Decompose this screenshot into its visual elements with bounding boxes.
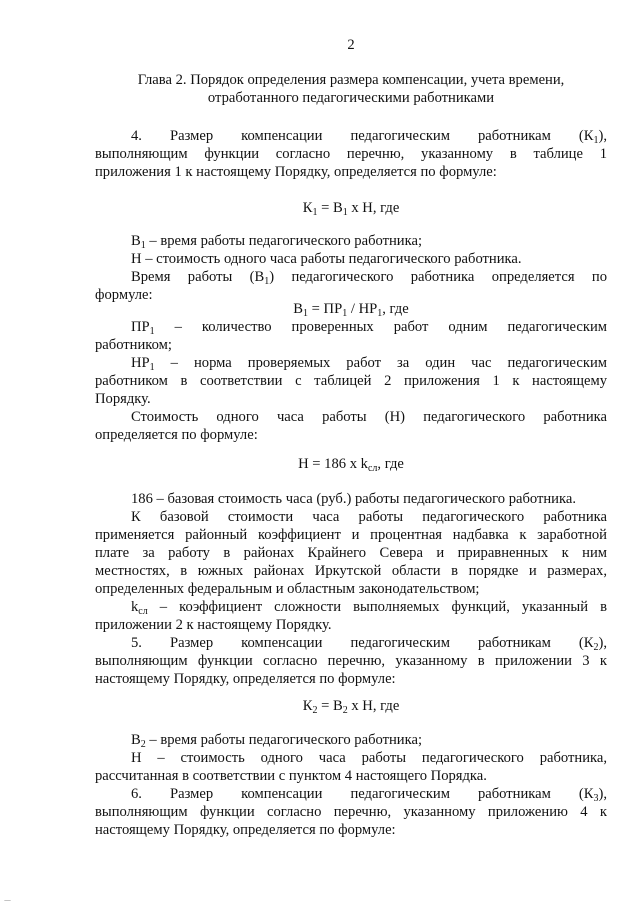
paragraph-line: рассчитанная в соответствии с пунктом 4 настоящего Порядка. <box>95 768 487 784</box>
paragraph-line: местностях, в южных районах Иркутской области в порядке и размерах, <box>95 563 607 579</box>
paragraph-line: настоящему Порядку, определяется по формуле: <box>95 822 396 838</box>
paragraph-line: приложении 2 к настоящему Порядку. <box>95 617 332 633</box>
paragraph-line: выполняющим функции согласно перечню, указанному приложению 4 к <box>95 804 607 820</box>
base-cost-line: 186 – базовая стоимость часа (руб.) работы педагогического работника. <box>131 491 576 507</box>
paragraph-line: выполняющим функции согласно перечню, указанному в приложении 3 к <box>95 653 607 669</box>
paragraph-line: приложения 1 к настоящему Порядку, определяется по формуле: <box>95 164 497 180</box>
paragraph-6: 6. Размер компенсации педагогическим работникам $(К_3)$, <box>131 786 607 804</box>
definition-pr1: $ПР_1$ – количество проверенных работ одним педагогическим <box>131 319 607 337</box>
paragraph-4 <box>95 127 607 181</box>
paragraph-line: определяется по формуле: <box>95 427 258 443</box>
paragraph-line: определенных федеральным и областным законодательством; <box>95 581 480 597</box>
paragraph-5: 5. Размер компенсации педагогическим работникам $(К_2)$, <box>131 635 607 653</box>
paragraph-line: К базовой стоимости часа работы педагогического работника <box>131 509 607 525</box>
base-cost-block <box>95 490 607 688</box>
heading-line-1: Глава 2. Порядок определения размера компенсации, учета времени, <box>137 72 565 88</box>
formula-v1: $В_1 = ПР_1 / НР_1$, где <box>293 301 409 319</box>
paragraph-line: плате за работу в районах Крайнего Севера и приравненных к ним <box>95 545 607 561</box>
definition-v1: $В_1$ – время работы педагогического работника; <box>131 233 423 251</box>
definition-nr1: $НР_1$ – норма проверяемых работ за один час педагогическим <box>131 355 607 373</box>
formula-k1: $К_1 = В_1$ х Н, где <box>302 200 400 218</box>
paragraph-line: Порядку. <box>95 391 151 407</box>
definitions-1 <box>95 232 607 304</box>
definitions-3 <box>95 731 607 839</box>
paragraph-line: формуле: <box>95 287 153 303</box>
paragraph-line: Н – стоимость одного часа работы педагогического работника, <box>131 750 607 766</box>
heading-line-2: отработанного педагогическими работниками <box>207 90 495 106</box>
definitions-2 <box>95 318 607 444</box>
paragraph-line: применяется районный коэффициент и процентная надбавка к заработной <box>95 527 607 543</box>
formula-h: Н = 186 х $k_{сл}$, где <box>298 456 404 474</box>
definition-h: Н – стоимость одного часа работы педагогического работника. <box>131 251 522 267</box>
formula-k2: $К_2 = В_2$ х Н, где <box>302 698 400 716</box>
document-page <box>95 0 607 905</box>
paragraph-line: Стоимость одного часа работы (Н) педагогического работника <box>131 409 607 425</box>
paragraph-line: настоящему Порядку, определяется по формуле: <box>95 671 396 687</box>
chapter-heading <box>95 71 607 107</box>
paragraph-line: работником в соответствии с таблицей 2 приложения 1 к настоящему <box>95 373 607 389</box>
page-number: 2 <box>347 37 355 53</box>
paragraph-line: выполняющим функции согласно перечню, указанному в таблице 1 <box>95 146 607 162</box>
definition-v2: $В_2$ – время работы педагогического работника; <box>131 732 423 750</box>
scan-mark: — <box>4 896 11 904</box>
paragraph-line: Время работы $(В_1)$ педагогического работника определяется по <box>131 269 607 287</box>
paragraph-line: работником; <box>95 337 172 353</box>
paragraph-line: 4. Размер компенсации педагогическим работникам $(К_1)$, <box>131 128 607 146</box>
definition-ksl: $k_{сл}$ – коэффициент сложности выполняемых функций, указанный в <box>131 599 607 617</box>
